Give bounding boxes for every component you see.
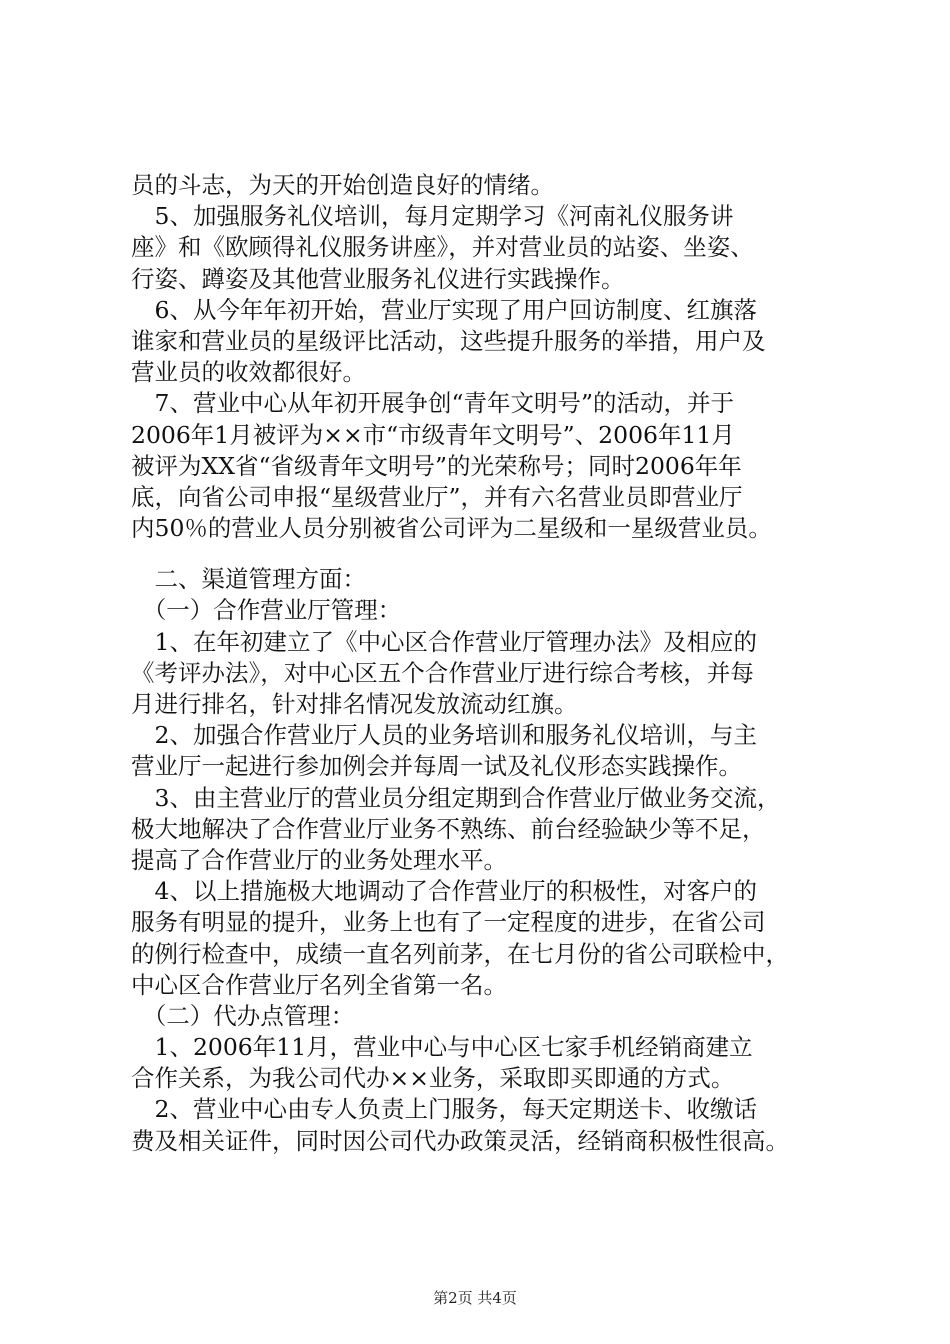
page-number-footer: 第2页 共4页: [433, 1289, 517, 1307]
text-line: 4、以上措施极大地调动了合作营业厅的积极性，对客户的: [131, 877, 757, 906]
text-line: 提高了合作营业厅的业务处理水平。: [131, 845, 507, 874]
subsection-heading: （二）代办点管理：: [131, 1001, 355, 1030]
text-line: 5、加强服务礼仪培训，每月定期学习《河南礼仪服务讲: [131, 202, 734, 231]
text-line: 《考评办法》，对中心区五个合作营业厅进行综合考核，并每: [131, 658, 754, 687]
paragraph-gap: [131, 544, 831, 564]
text-line: 底，向省公司申报“星级营业厅”，并有六名营业员即营业厅: [131, 482, 743, 511]
subsection-heading: （一）合作营业厅管理：: [131, 596, 402, 625]
text-line: 中心区合作营业厅名列全省第一名。: [131, 970, 507, 999]
text-line: 谁家和营业员的星级评比活动，这些提升服务的举措，用户及: [131, 326, 766, 355]
text-line: 营业员的收效都很好。: [131, 358, 366, 387]
text-line: 的例行检查中，成绩一直名列前茅，在七月份的省公司联检中，: [131, 939, 789, 968]
text-line: 费及相关证件，同时因公司代办政策灵活，经销商积极性很高。: [131, 1126, 789, 1155]
text-line: 1、在年初建立了《中心区合作营业厅管理办法》及相应的: [131, 627, 757, 656]
section-heading: 二、渠道管理方面：: [131, 565, 366, 594]
text-line: 座》和《欧顾得礼仪服务讲座》，并对营业员的站姿、坐姿、: [131, 233, 754, 262]
text-line: 合作关系，为我公司代办××业务，采取即买即通的方式。: [131, 1064, 735, 1093]
text-line: 行姿、蹲姿及其他营业服务礼仪进行实践操作。: [131, 264, 625, 293]
text-line: 6、从今年年初开始，营业厅实现了用户回访制度、红旗落: [131, 295, 757, 324]
text-line: 服务有明显的提升，业务上也有了一定程度的进步，在省公司: [131, 908, 766, 937]
text-line: 2、营业中心由专人负责上门服务，每天定期送卡、收缴话: [131, 1095, 757, 1124]
text-line: 内50％的营业人员分别被省公司评为二星级和一星级营业员。: [131, 514, 772, 543]
text-line: 7、营业中心从年初开展争创“青年文明号”的活动，并于: [131, 389, 734, 418]
text-line: 极大地解决了合作营业厅业务不熟练、前台经验缺少等不足，: [131, 814, 766, 843]
text-line: 3、由主营业厅的营业员分组定期到合作营业厅做业务交流，: [131, 783, 781, 812]
text-line: 1、2006年11月，营业中心与中心区七家手机经销商建立: [131, 1033, 753, 1062]
text-line: 被评为XX省“省级青年文明号”的光荣称号；同时2006年年: [131, 451, 742, 480]
text-line: 员的斗志，为天的开始创造良好的情绪。: [131, 171, 554, 199]
text-line: 月进行排名，针对排名情况发放流动红旗。: [131, 690, 578, 718]
text-line: 营业厅一起进行参加例会并每周一试及礼仪形态实践操作。: [131, 752, 742, 781]
document-body: [131, 170, 831, 1157]
text-line: 2006年1月被评为××市“市级青年文明号”、2006年11月: [131, 420, 735, 449]
text-line: 2、加强合作营业厅人员的业务培训和服务礼仪培训，与主: [131, 721, 757, 750]
